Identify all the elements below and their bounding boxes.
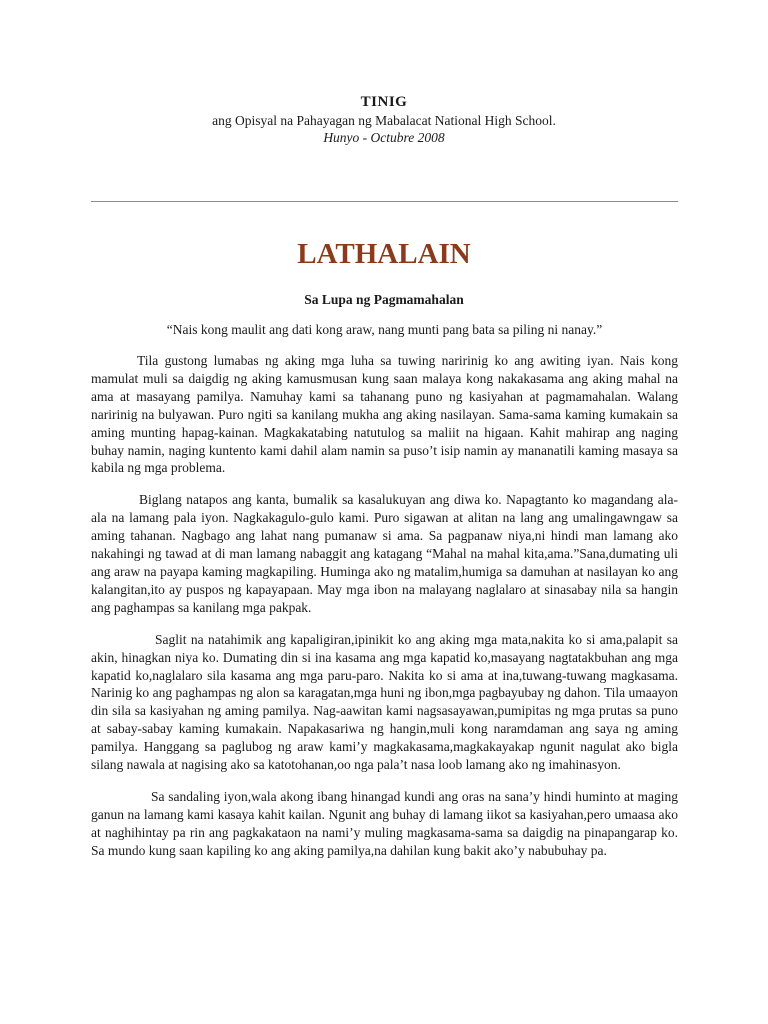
article-paragraph: Sa sandaling iyon,wala akong ibang hinangad kundi ang oras na sana’y hindi huminto at maging ganun na lamang kami kasaya kahit kailan. Ngunit ang buhay di lamang iikot sa kasiyahan,pero umaasa ako at naghihintay pa rin ang pagkakataon na nami’y muling magkasama-sama sa daigdig na pinapangarap ko. Sa mundo kung saan kapiling ko ang aking pamilya,na dahilan kung bakit ako’y nabubuhay pa.	[91, 788, 678, 858]
publication-date: Hunyo - Octubre 2008	[323, 130, 445, 145]
masthead	[0, 93, 768, 146]
publication-subtitle: ang Opisyal na Pahayagan ng Mabalacat National High School.	[212, 113, 556, 128]
article-title: Sa Lupa ng Pagmamahalan	[304, 292, 464, 307]
section-title: LATHALAIN	[297, 238, 471, 270]
article-paragraph: Saglit na natahimik ang kapaligiran,ipinikit ko ang aking mga mata,nakita ko si ama,palapit sa akin, hinagkan niya ko. Dumating din si ina kasama ang mga kapatid ko,masayang nagtatakbuhan ang mga kapatid ko,naglalaro sila kasama ang mga paru-paro. Nakita ko si ama at ina,tuwang-tuwang magkasama. Narinig ko ang paghampas ng alon sa karagatan,mga huni ng ibon,mga pagbayubay ng dahon. Tila umaayon din sila sa kasiyahan ng aming pamilya. Nag-aawitan kami nagsasayawan,pumipitas ng mga prutas sa puno at sabay-sabay kaming kumakain. Napakasariwa ng hangin,muli kong naramdaman ang saya ng aming pamilya. Hanggang sa paglubog ng araw kami’y magkakasama,magkakayakap ngunit nagulat ako bigla silang nawala at nagising ako sa katotohanan,oo nga pala’t nasa loob lamang ako ng imahinasyon.	[91, 631, 678, 773]
article-epigraph: “Nais kong maulit ang dati kong araw, nang munti pang bata sa piling ni nanay.”	[166, 322, 603, 337]
article-paragraph: Tila gustong lumabas ng aking mga luha sa tuwing naririnig ko ang awiting iyan. Nais kong mamulat muli sa daigdig ng aking kamusmusan kung saan malaya kong nakakasama ang aking mahal na ama at masayang pamilya. Namuhay kami sa tahanang puno ng kasiyahan at pagmamahalan. Walang naririnig na bulyawan. Puro ngiti sa kanilang mukha ang aking nasilayan. Sama-sama kaming kumakain sa aming munting hapag-kainan. Magkakatabing natutulog sa maliit na higaan. Kahit mahirap ang naging buhay namin, naging kuntento kami dahil alam namin sa puso’t isip namin ay mananatili kaming masaya sa kabila ng mga problema.	[91, 353, 678, 476]
publication-name: TINIG	[360, 94, 408, 110]
article-paragraph: Biglang natapos ang kanta, bumalik sa kasalukuyan ang diwa ko. Napagtanto ko magandang ala-ala na lamang pala iyon. Nagkakagulo-gulo kami. Puro sigawan at alitan na lang ang umalingawngaw sa aming tahanan. Nagbago ang lahat nang pumanaw si ama. Sa pagpanaw niya,ni hindi man lamang ako nakahingi ng tawad at di man lamang nabaggit ang katagang “Mahal na mahal kita,ama.”Sana,dumating uli ang araw na payapa kaming magkapiling. Huminga ako ng matalim,humiga sa damuhan at nasilayan ko ang kalangitan,ito ay puspos ng kapayapaan. May mga ibon na malayang naglalaro at sinasabay nila sa hangin ang paghampas sa kanilang mga pakpak.	[91, 492, 678, 615]
header-divider	[91, 201, 678, 202]
article-body	[91, 352, 678, 874]
